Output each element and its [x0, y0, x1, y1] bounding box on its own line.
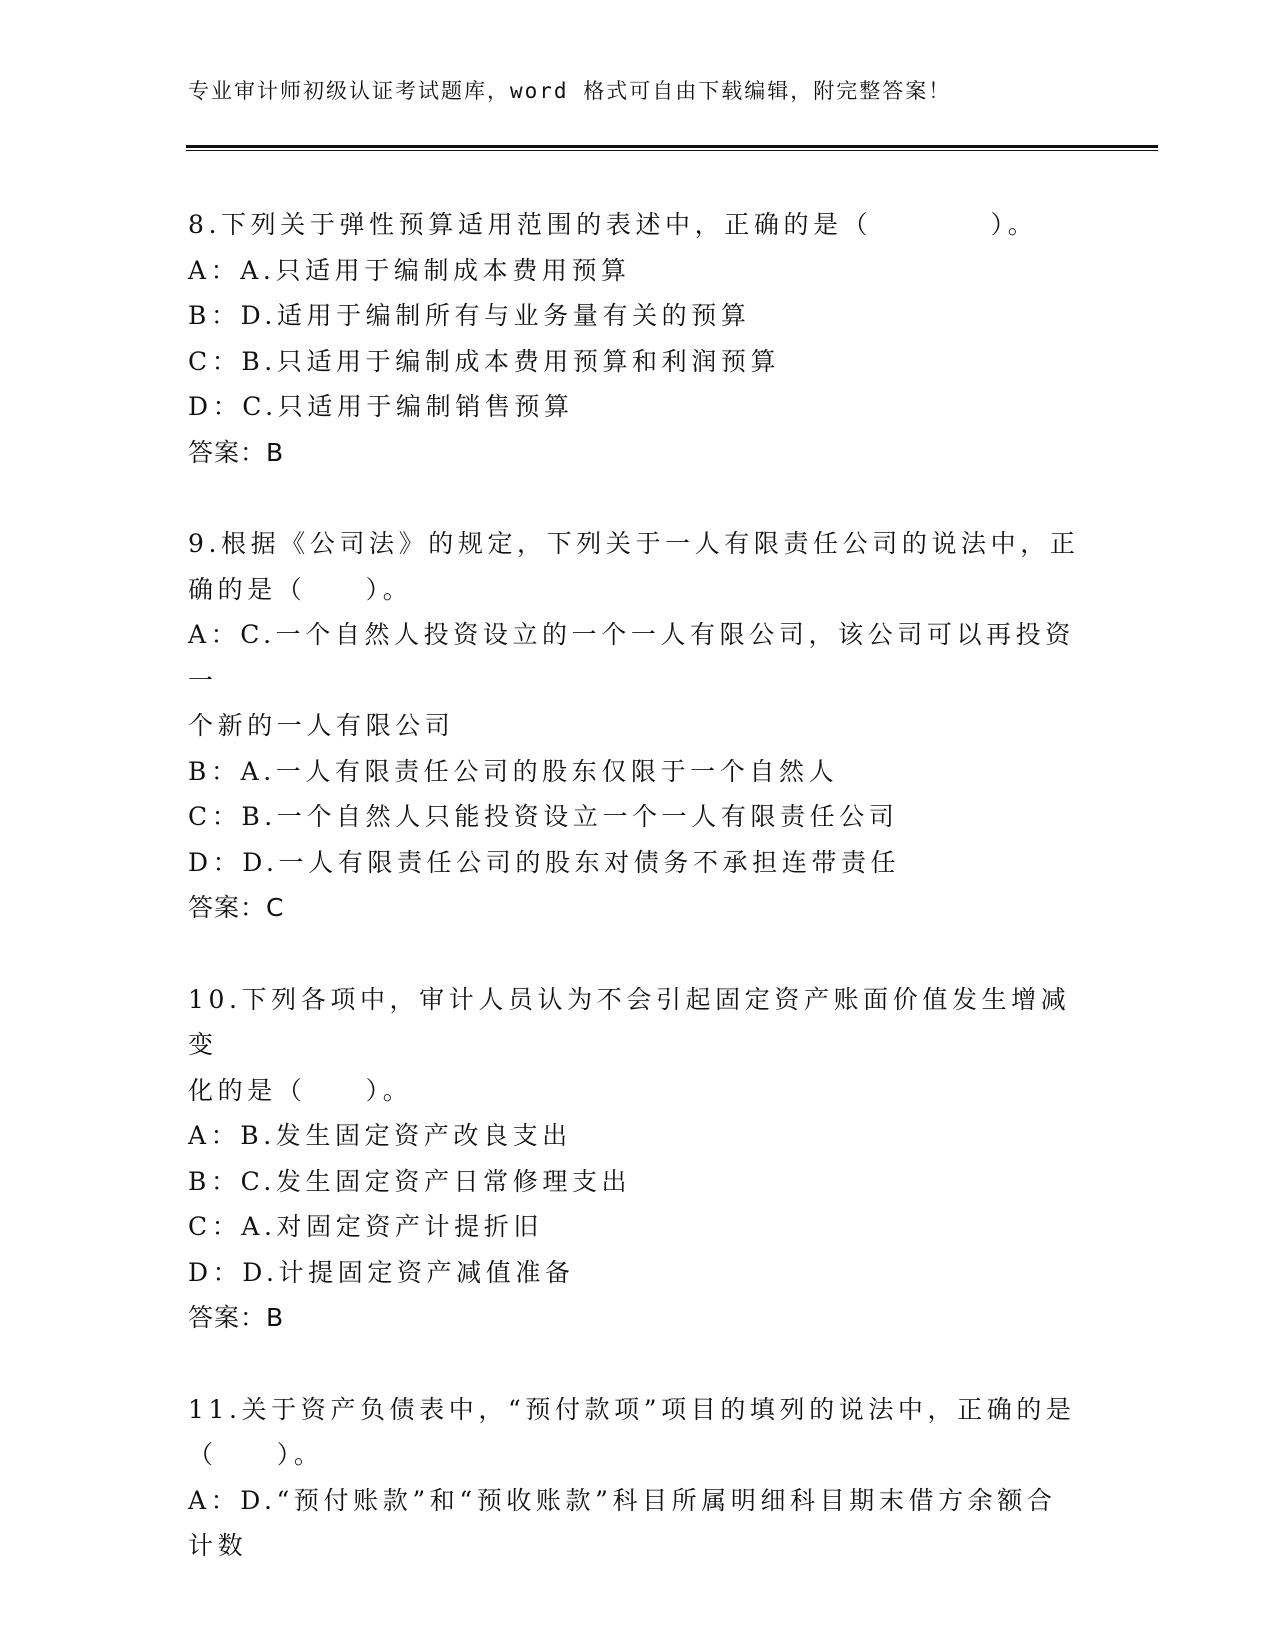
option-c: C：A.对固定资产计提折旧: [188, 1212, 543, 1241]
question-stem: 9.根据《公司法》的规定，下列关于一人有限责任公司的说法中，正: [188, 529, 1080, 558]
option-d: D：C.只适用于编制销售预算: [188, 392, 574, 421]
option-a: A：D.“预付账款”和“预收账款”科目所属明细科目期末借方余额合: [188, 1485, 1057, 1515]
question-9: [188, 521, 1088, 931]
question-list: [188, 202, 1088, 1615]
header-divider-thick: [186, 145, 1158, 148]
option-a: A：B.发生固定资产改良支出: [188, 1121, 572, 1150]
option-a: A：A.只适用于编制成本费用预算: [188, 255, 631, 285]
question-10: [188, 977, 1088, 1341]
option-b: B：D.适用于编制所有与业务量有关的预算: [188, 301, 751, 330]
question-stem: 8.下列关于弹性预算适用范围的表述中，正确的是（ ）。: [188, 210, 1038, 239]
option-d: D：D.计提固定资产减值准备: [188, 1257, 575, 1287]
option-a: A：C.一个自然人投资设立的一个一人有限公司，该公司可以再投资一: [188, 620, 1075, 695]
question-stem-cont: 确的是（ ）。: [188, 574, 413, 604]
answer-line: 答案：B: [188, 437, 285, 467]
header-divider-thin: [186, 150, 1158, 151]
question-stem: 10.下列各项中，审计人员认为不会引起固定资产账面价值发生增减变: [188, 984, 1071, 1059]
question-stem-cont: （ ）。: [188, 1440, 324, 1469]
question-stem-cont: 化的是（ ）。: [188, 1075, 413, 1105]
option-b: B：C.发生固定资产日常修理支出: [188, 1166, 632, 1196]
page-header: 专业审计师初级认证考试题库，word 格式可自由下载编辑，附完整答案！: [188, 79, 952, 103]
option-a-cont: 个新的一人有限公司: [188, 711, 455, 740]
option-b: B：A.一人有限责任公司的股东仅限于一个自然人: [188, 756, 839, 786]
option-c: C：B.只适用于编制成本费用预算和利润预算: [188, 346, 781, 376]
question-8: [188, 202, 1088, 475]
answer-line: 答案：B: [188, 1303, 285, 1332]
option-c: C：B.一个自然人只能投资设立一个一人有限责任公司: [188, 802, 899, 831]
option-a-cont: 计数: [188, 1531, 248, 1560]
question-11: [188, 1387, 1088, 1569]
question-stem: 11.关于资产负债表中，“预付款项”项目的填列的说法中，正确的是: [188, 1394, 1076, 1424]
answer-line: 答案：C: [188, 893, 285, 922]
option-d: D：D.一人有限责任公司的股东对债务不承担连带责任: [188, 847, 901, 877]
